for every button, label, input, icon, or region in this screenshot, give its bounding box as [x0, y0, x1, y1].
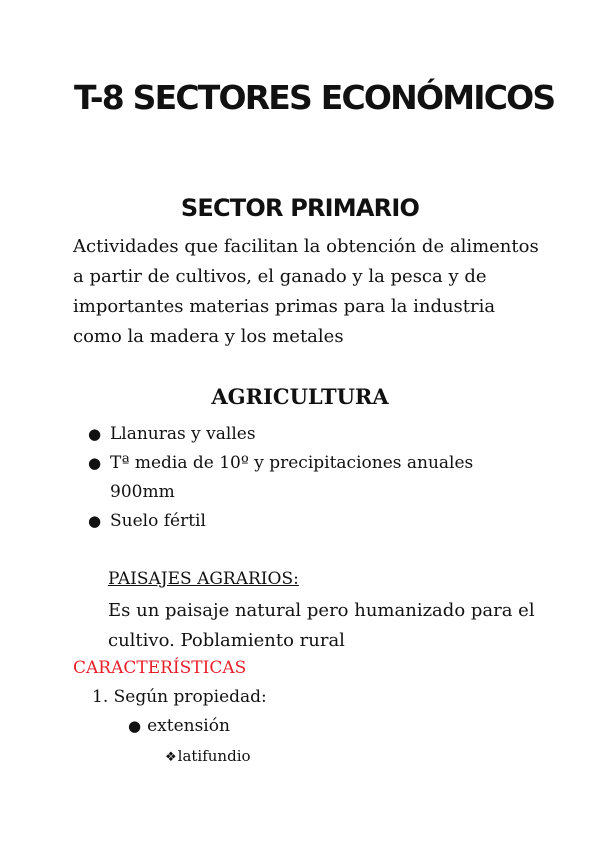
- four-diamond-icon: ❖: [165, 750, 177, 765]
- landscapes-paragraph: Es un paisaje natural pero humanizado para el cultivo. Poblamiento rural: [108, 600, 535, 651]
- list-item: [88, 449, 528, 507]
- numbered-item: 1. Según propiedad:: [92, 687, 267, 707]
- characteristics-heading: CARACTERÍSTICAS: [73, 658, 247, 678]
- intro-paragraph: Actividades que facilitan la obtención de alimentos a partir de cultivos, el ganado y la pesca y de importantes materias primas para la industria como la madera y los metales: [73, 236, 539, 347]
- bullet-dot-icon: ●: [88, 512, 102, 530]
- sub-bullet-text: extensión: [147, 716, 230, 736]
- subsub-bullet-item: [165, 747, 251, 765]
- list-item-text: Suelo fértil: [110, 511, 206, 531]
- list-item: [88, 420, 528, 449]
- list-item-text: Tª media de 10º y precipitaciones anuales 900mm: [110, 453, 474, 502]
- subsub-bullet-text: latifundio: [177, 747, 251, 765]
- list-item: [88, 507, 528, 536]
- page-title: T-8 SECTORES ECONÓMICOS: [74, 78, 555, 117]
- landscapes-label: PAISAJES AGRARIOS:: [108, 569, 299, 589]
- sub-bullet-item: [128, 716, 230, 736]
- list-item-text: Llanuras y valles: [110, 424, 256, 444]
- bullet-dot-icon: ●: [88, 454, 102, 472]
- bullet-dot-icon: ●: [128, 717, 142, 735]
- features-list: [88, 420, 528, 536]
- section-title: SECTOR PRIMARIO: [180, 194, 420, 222]
- bullet-dot-icon: ●: [88, 425, 102, 443]
- subsection-title: AGRICULTURA: [211, 384, 389, 409]
